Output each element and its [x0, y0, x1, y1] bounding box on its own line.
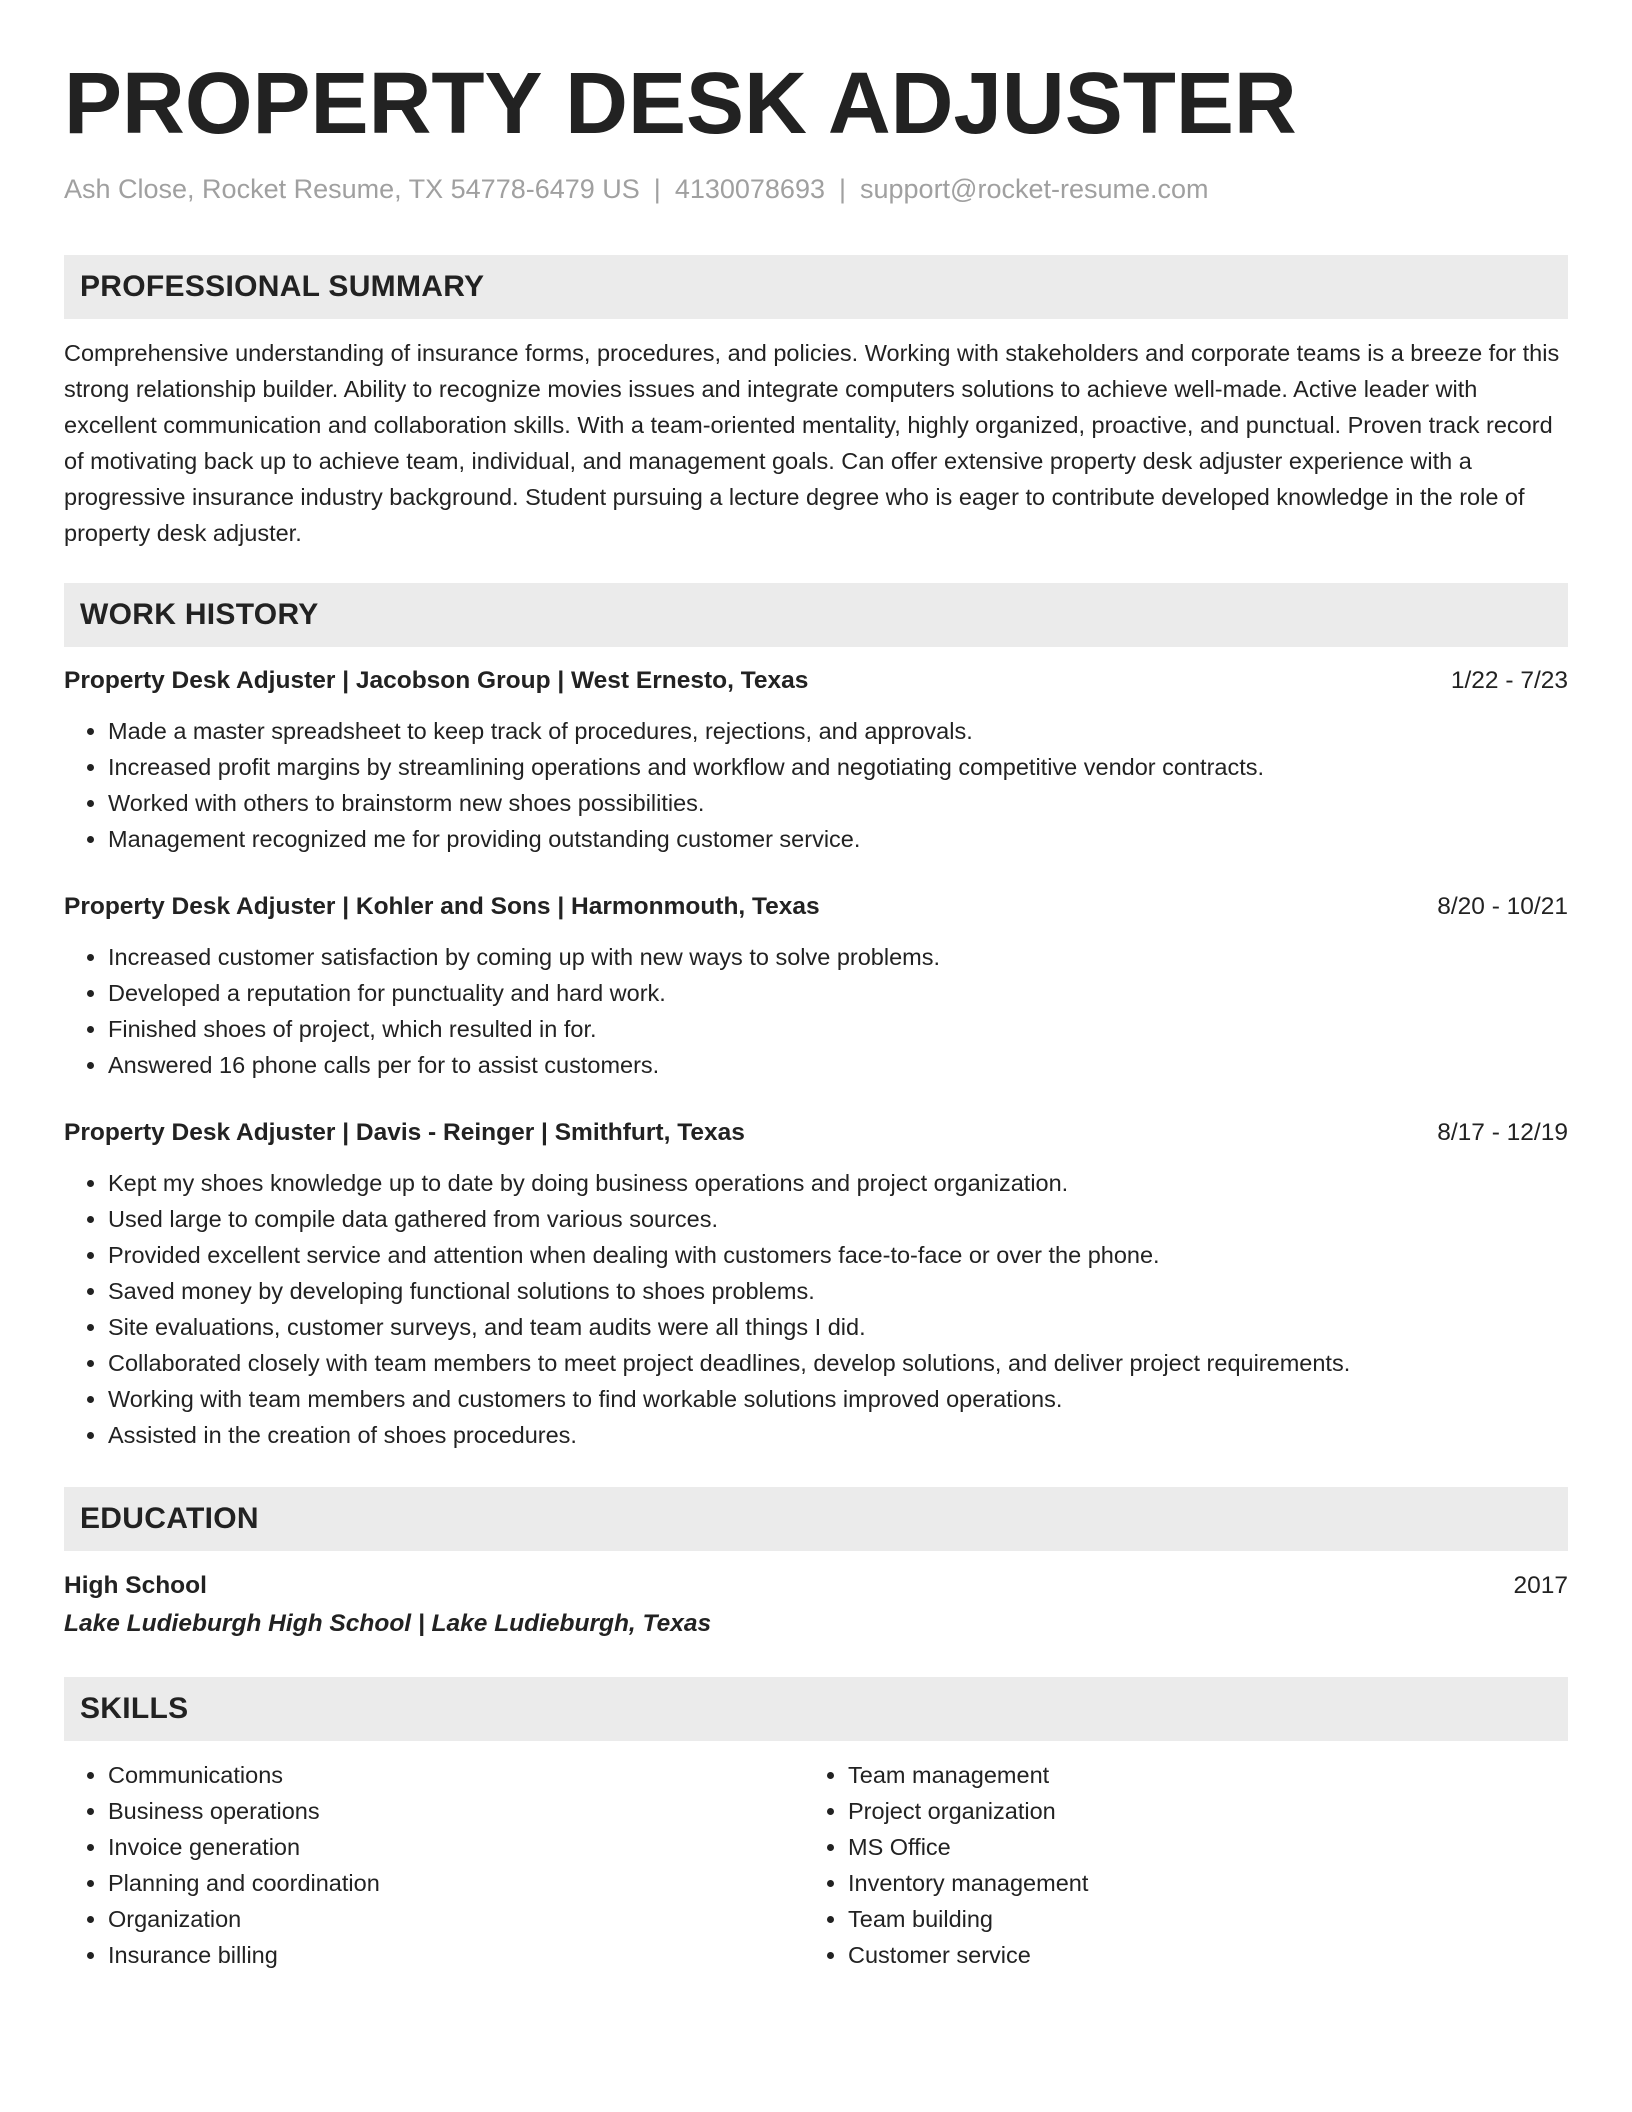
skill-item: • MS Office	[848, 1829, 1544, 1865]
job-bullet-list	[64, 939, 1568, 1083]
candidate-name: PROPERTY DESK ADJUSTER	[64, 55, 1297, 152]
skill-item: • Business operations	[108, 1793, 804, 1829]
job-bullet: • Worked with others to brainstorm new shoes possibilities.	[108, 785, 1568, 821]
contact-separator: |	[838, 174, 846, 204]
job-title: Property Desk Adjuster | Kohler and Sons | Harmonmouth, Texas	[64, 893, 820, 921]
job-bullet: • Increased customer satisfaction by coming up with new ways to solve problems.	[108, 939, 1568, 975]
contact-email: support@rocket-resume.com	[860, 174, 1209, 204]
job-bullet-list	[64, 1165, 1568, 1453]
job-title-row	[64, 663, 1568, 699]
job-dates: 8/17 - 12/19	[1437, 1119, 1568, 1147]
job-entry	[64, 663, 1568, 857]
job-bullet: • Collaborated closely with team members to meet project deadlines, develop solutions, and deliver project requirements.	[108, 1345, 1568, 1381]
job-bullet: • Working with team members and customers to find workable solutions improved operations.	[108, 1381, 1568, 1417]
job-bullet: • Developed a reputation for punctuality and hard work.	[108, 975, 1568, 1011]
job-bullet: • Finished shoes of project, which resulted in for.	[108, 1011, 1568, 1047]
education-year: 2017	[1513, 1572, 1568, 1600]
job-bullet: • Used large to compile data gathered from various sources.	[108, 1201, 1568, 1237]
skill-item: • Organization	[108, 1901, 804, 1937]
section-heading-work-history: WORK HISTORY	[64, 583, 1568, 647]
contact-address: Ash Close, Rocket Resume, TX 54778-6479 US	[64, 174, 640, 204]
job-bullet-list	[64, 713, 1568, 857]
skill-item: • Invoice generation	[108, 1829, 804, 1865]
education-row	[64, 1567, 1568, 1605]
skill-item: • Inventory management	[848, 1865, 1544, 1901]
job-title: Property Desk Adjuster | Jacobson Group | West Ernesto, Texas	[64, 667, 809, 695]
skill-item: • Customer service	[848, 1937, 1544, 1973]
job-dates: 8/20 - 10/21	[1437, 893, 1568, 921]
contact-phone: 4130078693	[674, 174, 825, 204]
skill-item: • Team management	[848, 1757, 1544, 1793]
job-bullet: • Provided excellent service and attention when dealing with customers face-to-face or over the phone.	[108, 1237, 1568, 1273]
job-entry	[64, 1115, 1568, 1453]
job-title-row	[64, 1115, 1568, 1151]
section-heading-skills: SKILLS	[64, 1677, 1568, 1741]
job-bullet: • Site evaluations, customer surveys, and team audits were all things I did.	[108, 1309, 1568, 1345]
job-bullet: • Increased profit margins by streamlining operations and workflow and negotiating competitive vendor contracts.	[108, 749, 1568, 785]
education-degree: High School	[64, 1572, 207, 1600]
job-entry	[64, 889, 1568, 1083]
skill-item: • Project organization	[848, 1793, 1544, 1829]
job-dates: 1/22 - 7/23	[1450, 667, 1568, 695]
skills-list-right	[804, 1757, 1544, 1973]
summary-text: Comprehensive understanding of insurance forms, procedures, and policies. Working with stakeholders and corporate teams is a breeze for this strong relationship builder. Ability to recognize movies issues and integrate computers solutions to achieve well-made. Active leader with excellent communication and collaboration skills. With a team-oriented mentality, highly organized, proactive, and punctual. Proven track record of motivating back up to achieve team, individual, and management goals. Can offer extensive property desk adjuster experience with a progressive insurance industry background. Student pursuing a lecture degree who is eager to contribute developed knowledge in the role of property desk adjuster.	[64, 340, 1560, 547]
job-bullet: • Assisted in the creation of shoes procedures.	[108, 1417, 1568, 1453]
job-bullet: • Kept my shoes knowledge up to date by doing business operations and project organization.	[108, 1165, 1568, 1201]
job-title: Property Desk Adjuster | Davis - Reinger | Smithfurt, Texas	[64, 1119, 745, 1147]
contact-line	[64, 173, 1568, 205]
section-heading-summary: PROFESSIONAL SUMMARY	[64, 255, 1568, 319]
contact-separator: |	[653, 174, 661, 204]
job-bullet: • Saved money by developing functional solutions to shoes problems.	[108, 1273, 1568, 1309]
skills-columns	[64, 1757, 1568, 1973]
skill-item: • Insurance billing	[108, 1937, 804, 1973]
job-title-row	[64, 889, 1568, 925]
job-bullet: • Answered 16 phone calls per for to assist customers.	[108, 1047, 1568, 1083]
skill-item: • Communications	[108, 1757, 804, 1793]
job-bullet: • Management recognized me for providing outstanding customer service.	[108, 821, 1568, 857]
job-bullet: • Made a master spreadsheet to keep track of procedures, rejections, and approvals.	[108, 713, 1568, 749]
skills-list-left	[64, 1757, 804, 1973]
education-school: Lake Ludieburgh High School | Lake Ludieburgh, Texas	[64, 1610, 712, 1638]
skill-item: • Team building	[848, 1901, 1544, 1937]
skill-item: • Planning and coordination	[108, 1865, 804, 1901]
section-heading-education: EDUCATION	[64, 1487, 1568, 1551]
